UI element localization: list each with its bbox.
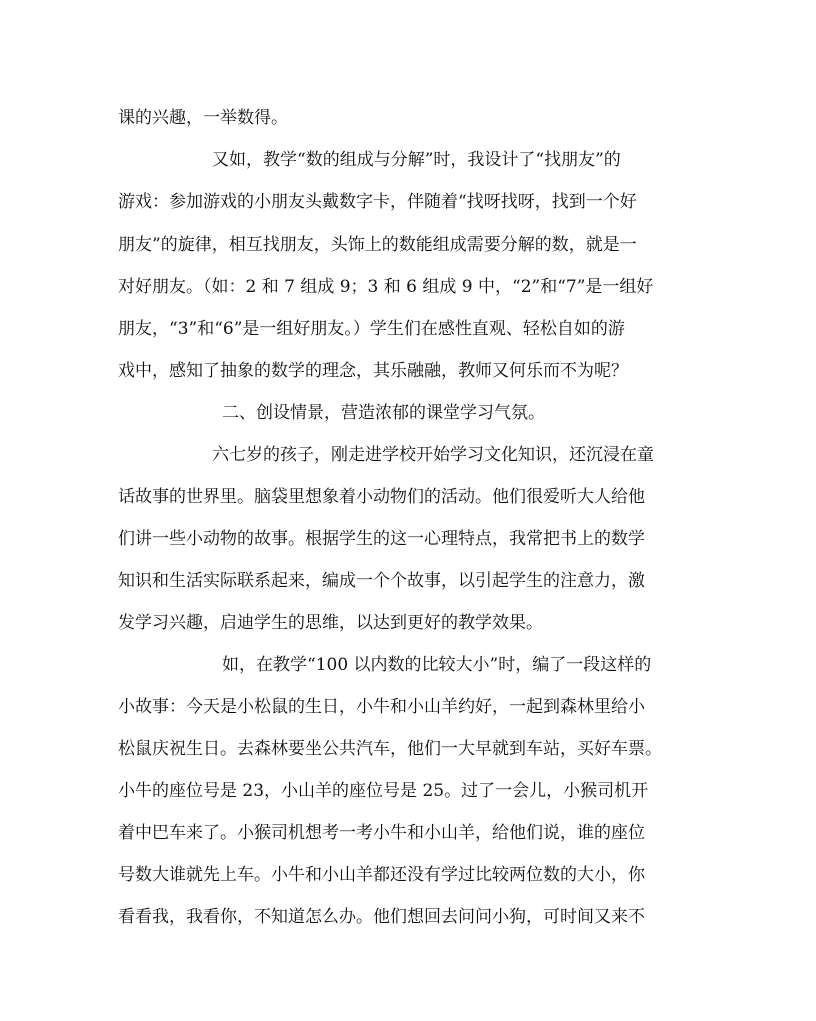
text-line: 号数大谁就先上车。小牛和小山羊都还没有学过比较两位数的大小，你 (118, 865, 645, 885)
text-line: 着中巴车来了。小猴司机想考一考小牛和小山羊，给他们说，谁的座位 (118, 823, 645, 843)
text-line: 小故事：今天是小松鼠的生日，小牛和小山羊约好，一起到森林里给小 (118, 697, 645, 717)
text-line: 游戏：参加游戏的小朋友头戴数字卡，伴随着“找呀找呀，找到一个好 (118, 192, 637, 212)
text-line: 小牛的座位号是 23，小山羊的座位号是 25。过了一会儿，小猴司机开 (118, 781, 649, 801)
text-line: 松鼠庆祝生日。去森林要坐公共汽车，他们一大早就到车站，买好车票。 (118, 739, 662, 759)
text-line: 六七岁的孩子，刚走进学校开始学习文化知识，还沉浸在童 (212, 445, 654, 465)
text-line: 话故事的世界里。脑袋里想象着小动物们的活动。他们很爱听大人给他 (118, 487, 645, 507)
text-line: 发学习兴趣，启迪学生的思维，以达到更好的教学效果。 (118, 613, 543, 633)
text-line: 戏中，感知了抽象的数学的理念，其乐融融，教师又何乐而不为呢？ (118, 361, 628, 381)
text-line: 知识和生活实际联系起来，编成一个个故事，以引起学生的注意力，激 (118, 571, 645, 591)
text-line: 如，在教学“100 以内数的比较大小”时，编了一段这样的 (222, 655, 652, 675)
text-line: 朋友”的旋律，相互找朋友，头饰上的数能组成需要分解的数，就是一 (118, 235, 637, 255)
text-line: 又如，教学“数的组成与分解”时，我设计了“找朋友”的 (212, 150, 621, 170)
text-line: 朋友，“3”和“6”是一组好朋友。）学生们在感性直观、轻松自如的游 (118, 319, 625, 339)
text-line: 对好朋友。（如：2 和 7 组成 9；3 和 6 组成 9 中，“2”和“7”是一组好 (118, 277, 654, 297)
text-line: 看看我，我看你，不知道怎么办。他们想回去问问小狗，可时间又来不 (118, 907, 645, 927)
text-line: 们讲一些小动物的故事。根据学生的这一心理特点，我常把书上的数学 (118, 529, 645, 549)
text-line: 课的兴趣，一举数得。 (118, 108, 288, 128)
section-heading: 二、创设情景，营造浓郁的课堂学习气氛。 (222, 403, 545, 423)
